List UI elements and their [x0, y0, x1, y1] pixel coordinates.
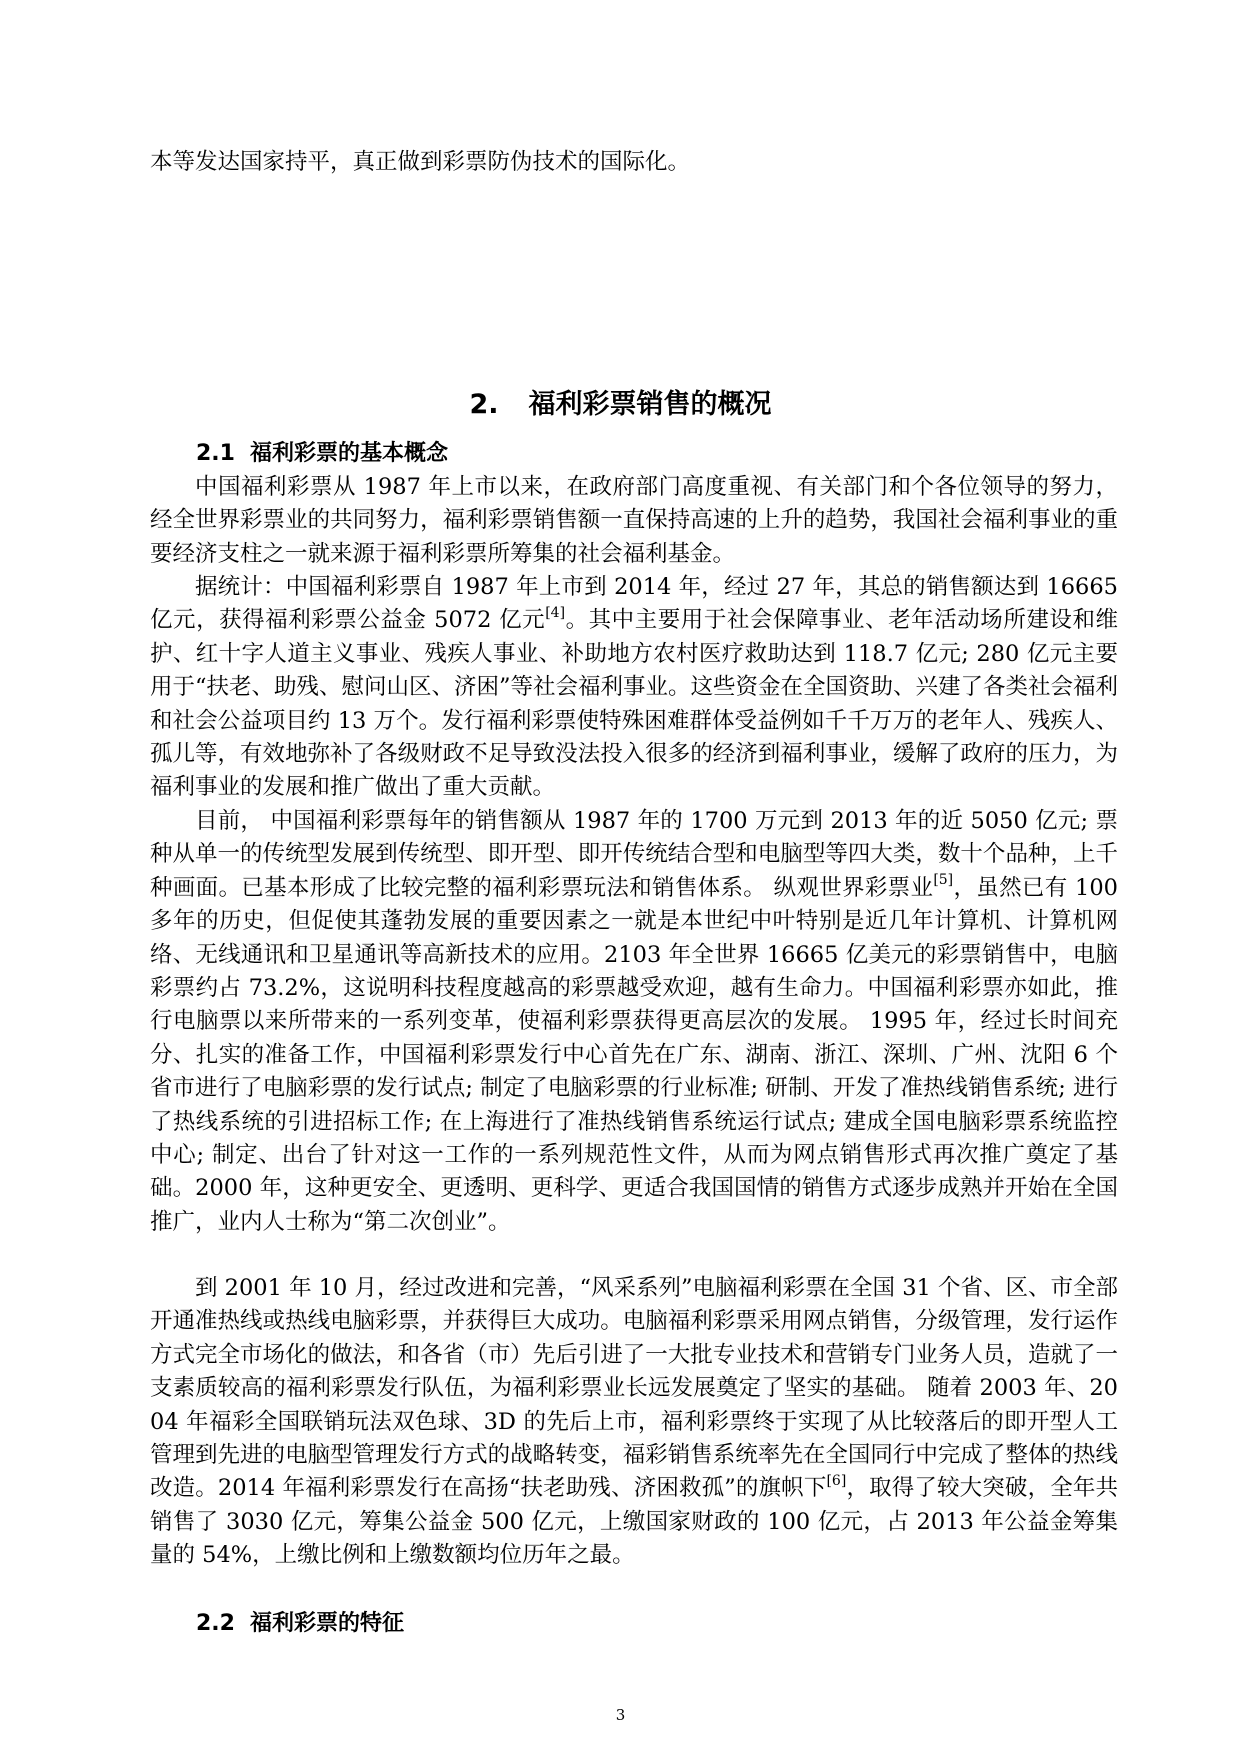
paragraph-3-text-a: 目前， 中国福利彩票每年的销售额从 1987 年的 1700 万元到 2013 年的近 5050 亿元; 票种从单一的传统型发展到传统型、即开型、即开传统结合型和电脑型等四大类，数十个品种，上千种画面。已基本形成了比较完整的福利彩票玩法和销售体系。 纵观世界彩票业	[150, 808, 1118, 901]
citation-5: [5]	[933, 872, 954, 889]
section-number: 2.	[469, 389, 499, 420]
page-number: 3	[615, 1706, 626, 1724]
citation-6: [6]	[826, 1472, 847, 1489]
paragraph-2-text-b: 。其中主要用于社会保障事业、老年活动场所建设和维护、红十字人道主义事业、残疾人事业、补助地方农村医疗救助达到 118.7 亿元; 280 亿元主要用于“扶老、助残、慰问山区、济困”等社会福利事业。这些资金在全国资助、兴建了各类社会福利和社会公益项目约 13 万个。发行福利彩票使特殊困难群体受益例如千千万万的老年人、残疾人、孤儿等，有效地弥补了各级财政不足导致没法投入很多的经济到福利事业，缓解了政府的压力，为福利事业的发展和推广做出了重大贡献。	[150, 607, 1119, 801]
paragraph-1: 中国福利彩票从 1987 年上市以来，在政府部门高度重视、有关部门和个各位领导的努力，经全世界彩票业的共同努力，福利彩票销售额一直保持高速的上升的趋势，我国社会福利事业的重要经济支柱之一就来源于福利彩票所筹集的社会福利基金。	[150, 474, 1118, 567]
subsection-heading-2-2	[196, 1608, 404, 1640]
subsection-number: 2.1	[196, 441, 235, 466]
section-title: 福利彩票销售的概况	[528, 389, 772, 420]
subsection-heading-2-1	[196, 438, 448, 470]
carryover-paragraph: 本等发达国家持平，真正做到彩票防伪技术的国际化。	[150, 149, 691, 175]
subsection-number: 2.2	[196, 1611, 235, 1636]
paragraph-4-text-a: 到 2001 年 10 月，经过改进和完善，“风采系列”电脑福利彩票在全国 31 个省、区、市全部开通准热线或热线电脑彩票，并获得巨大成功。电脑福利彩票采用网点销售，分级管理，发行运作方式完全市场化的做法，和各省（市）先后引进了一大批专业技术和营销专门业务人员，造就了一支素质较高的福利彩票发行队伍，为福利彩票业长远发展奠定了坚实的基础。 随着 2003 年、2004 年福彩全国联销玩法双色球、3D 的先后上市，福利彩票终于实现了从比较落后的即开型人工管理到先进的电脑型管理发行方式的战略转变，福彩销售系统率先在全国同行中完成了整体的热线改造。2014 年福利彩票发行在高扬“扶老助残、济困救孤”的旗帜下	[150, 1275, 1118, 1502]
section-heading-2	[0, 388, 1241, 422]
citation-4: [4]	[545, 604, 566, 621]
paragraph-2-text-a: 据统计：中国福利彩票自 1987 年上市到 2014 年，经过 27 年，其总的销售额达到 16665 亿元，获得福利彩票公益金 5072 亿元	[150, 574, 1118, 634]
paragraph-3-text-b: ，虽然已有 100 多年的历史，但促使其蓬勃发展的重要因素之一就是本世纪中叶特别是近几年计算机、计算机网络、无线通讯和卫星通讯等高新技术的应用。2103 年全世界 16665 亿美元的彩票销售中，电脑彩票约占 73.2%，这说明科技程度越高的彩票越受欢迎，越有生命力。中国福利彩票亦如此，推行电脑票以来所带来的一系列变革，使福利彩票获得更高层次的发展。 1995 年，经过长时间充分、扎实的准备工作，中国福利彩票发行中心首先在广东、湖南、浙江、深圳、广州、沈阳 6 个省市进行了电脑彩票的发行试点; 制定了电脑彩票的行业标准; 研制、开发了准热线销售系统; 进行了热线系统的引进招标工作; 在上海进行了准热线销售系统运行试点; 建成全国电脑彩票系统监控中心; 制定、出台了针对这一工作的一系列规范性文件，从而为网点销售形式再次推广奠定了基础。2000 年，这种更安全、更透明、更科学、更适合我国国情的销售方式逐步成熟并开始在全国推广，业内人士称为“第二次创业”。	[150, 874, 1118, 1235]
paragraph-4	[150, 1272, 1118, 1573]
paragraph-2	[150, 571, 1118, 805]
subsection-title: 福利彩票的特征	[250, 1611, 405, 1636]
subsection-title: 福利彩票的基本概念	[250, 441, 449, 466]
paragraph-3	[150, 805, 1118, 1239]
paragraph-4-text-b: ，取得了较大突破，全年共销售了 3030 亿元，筹集公益金 500 亿元，上缴国家财政的 100 亿元，占 2013 年公益金筹集量的 54%，上缴比例和上缴数额均位历年之最。	[150, 1475, 1118, 1569]
